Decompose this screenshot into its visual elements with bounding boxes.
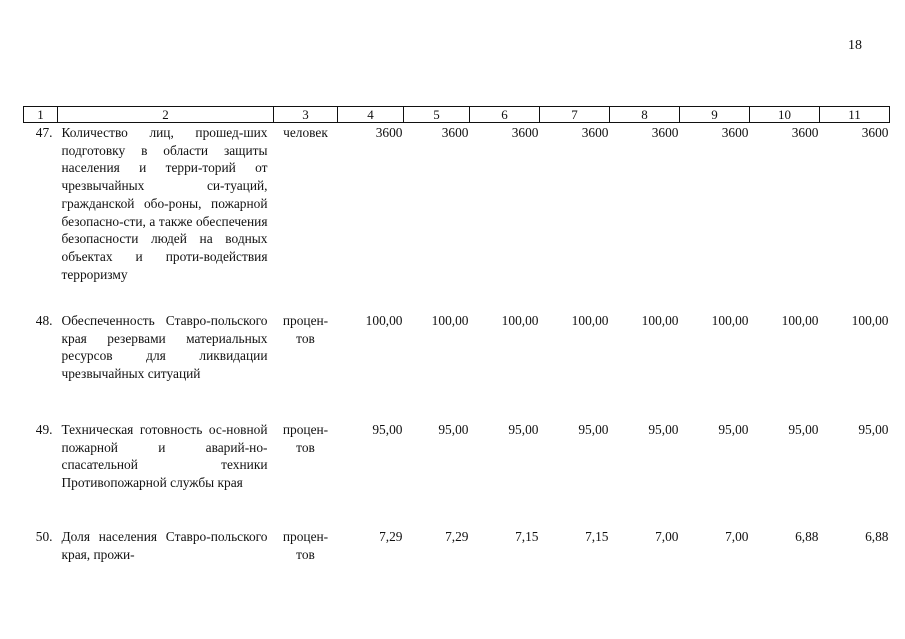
indicator-value: 95,00 [438, 422, 469, 437]
indicator-name: Обеспеченность Ставро-польского края резервами материальных ресурсов для ликвидации чрезвычайных ситуаций [61, 313, 268, 382]
unit-of-measure: процен- тов [282, 422, 329, 455]
column-header: 9 [680, 107, 750, 123]
table-row [24, 311, 890, 420]
indicator-value: 3600 [375, 125, 403, 140]
indicator-value: 3600 [651, 125, 679, 140]
indicator-value: 7,29 [379, 529, 403, 544]
indicator-value: 6,88 [865, 529, 889, 544]
row-number: 48. [35, 313, 53, 328]
indicator-value: 100,00 [365, 313, 403, 328]
indicator-value: 100,00 [641, 313, 679, 328]
column-header: 8 [610, 107, 680, 123]
column-header: 4 [338, 107, 404, 123]
indicators-table [23, 106, 890, 568]
table-row [24, 420, 890, 527]
indicator-value: 100,00 [711, 313, 749, 328]
indicator-value: 6,88 [795, 529, 819, 544]
indicator-value: 95,00 [578, 422, 609, 437]
indicator-value: 3600 [791, 125, 819, 140]
indicator-value: 3600 [511, 125, 539, 140]
indicator-value: 100,00 [431, 313, 469, 328]
row-number: 50. [35, 529, 53, 544]
column-header: 3 [274, 107, 338, 123]
indicator-name: Количество лиц, прошед-ших подготовку в области защиты населения и терри-торий от чрезвычайных си-туаций, гражданской обо-роны, пожарной безопасно-сти, а также обеспечения безопасности людей на водных объектах и проти-водействия терроризму [61, 125, 268, 282]
indicator-value: 95,00 [858, 422, 889, 437]
column-header: 7 [540, 107, 610, 123]
indicator-value: 100,00 [571, 313, 609, 328]
indicator-value: 7,29 [445, 529, 469, 544]
page-number: 18 [848, 38, 862, 53]
unit-of-measure: процен- тов [282, 529, 329, 562]
unit-of-measure: процен- тов [282, 313, 329, 346]
indicator-value: 100,00 [501, 313, 539, 328]
indicator-value: 95,00 [648, 422, 679, 437]
indicator-name: Техническая готовность ос-новной пожарной и аварий-но-спасательной техники Противопожарной службы края [61, 422, 268, 491]
column-header: 5 [404, 107, 470, 123]
column-header: 1 [24, 107, 58, 123]
indicator-value: 7,15 [585, 529, 609, 544]
table-row [24, 527, 890, 568]
indicator-value: 95,00 [718, 422, 749, 437]
indicator-value: 100,00 [851, 313, 889, 328]
unit-of-measure: человек [283, 125, 328, 140]
indicator-value: 3600 [721, 125, 749, 140]
row-number: 47. [35, 125, 53, 140]
indicator-value: 100,00 [781, 313, 819, 328]
column-header: 2 [58, 107, 274, 123]
indicator-value: 7,00 [725, 529, 749, 544]
indicator-value: 7,15 [515, 529, 539, 544]
column-number-header-row [24, 107, 890, 123]
column-header: 6 [470, 107, 540, 123]
indicator-value: 3600 [581, 125, 609, 140]
column-header: 10 [750, 107, 820, 123]
indicator-value: 3600 [441, 125, 469, 140]
indicator-value: 3600 [861, 125, 889, 140]
row-number: 49. [35, 422, 53, 437]
indicator-value: 95,00 [788, 422, 819, 437]
indicator-value: 7,00 [655, 529, 679, 544]
indicator-value: 95,00 [372, 422, 403, 437]
column-header: 11 [820, 107, 890, 123]
indicator-value: 95,00 [508, 422, 539, 437]
indicator-name: Доля населения Ставро-польского края, прожи- [61, 529, 268, 562]
table-row [24, 123, 890, 312]
